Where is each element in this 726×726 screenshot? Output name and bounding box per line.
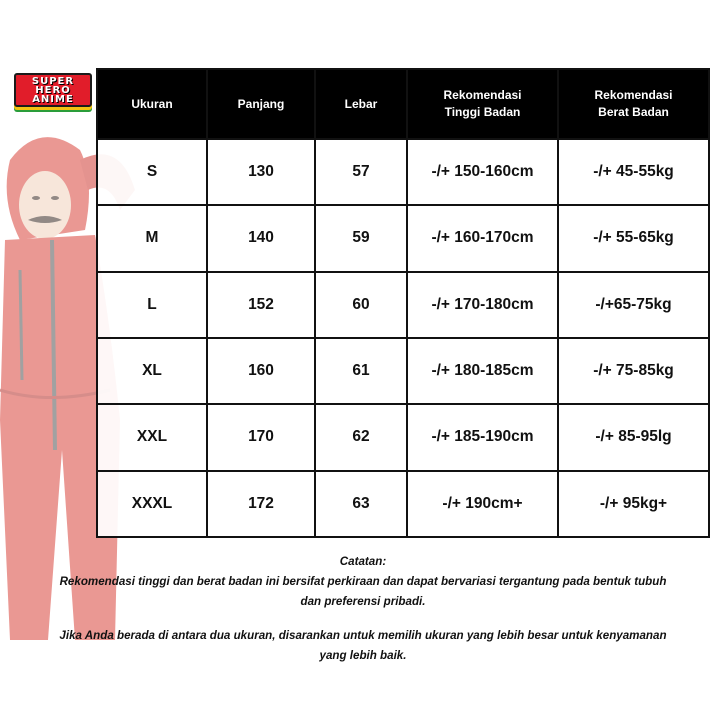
notes-title: Catatan: (339, 555, 387, 568)
cell-length: 172 (207, 471, 315, 537)
cell-width: 60 (315, 272, 407, 338)
cell-length: 160 (207, 338, 315, 404)
cell-weight: -/+ 75-85kg (558, 338, 709, 404)
table-row (97, 139, 709, 205)
logo-line-3: ANIME (32, 93, 74, 105)
table-row (97, 205, 709, 271)
cell-length: 152 (207, 272, 315, 338)
header-weight-recommendation (558, 69, 709, 139)
cell-height: -/+ 170-180cm (407, 272, 558, 338)
header-size: Ukuran (97, 69, 207, 139)
cell-length: 170 (207, 404, 315, 470)
table-row (97, 471, 709, 537)
header-height-recommendation (407, 69, 558, 139)
header-height-line-1: Rekomendasi (443, 88, 522, 102)
cell-height: -/+ 180-185cm (407, 338, 558, 404)
header-weight-line-1: Rekomendasi (594, 88, 673, 102)
cell-weight: -/+ 55-65kg (558, 205, 709, 271)
notes-line-2: dan preferensi pribadi. (300, 595, 426, 608)
cell-width: 62 (315, 404, 407, 470)
notes-line-3: Jika Anda berada di antara dua ukuran, disarankan untuk memilih ukuran yang lebih besar untuk kenyamanan (59, 629, 667, 642)
super-hero-anime-logo (14, 73, 92, 107)
cell-height: -/+ 160-170cm (407, 205, 558, 271)
size-chart-table (96, 68, 710, 538)
table-header-row (97, 69, 709, 139)
logo-line-1: SUPER (31, 75, 75, 87)
cell-weight: -/+ 45-55kg (558, 139, 709, 205)
cell-height: -/+ 150-160cm (407, 139, 558, 205)
cell-width: 61 (315, 338, 407, 404)
cell-width: 57 (315, 139, 407, 205)
table-row (97, 272, 709, 338)
cell-weight: -/+65-75kg (558, 272, 709, 338)
cell-height: -/+ 190cm+ (407, 471, 558, 537)
cell-height: -/+ 185-190cm (407, 404, 558, 470)
cell-length: 130 (207, 139, 315, 205)
cell-weight: -/+ 85-95lg (558, 404, 709, 470)
header-height-line-2: Tinggi Badan (444, 105, 521, 119)
cell-size: XXXL (97, 471, 207, 537)
cell-size: XL (97, 338, 207, 404)
table-row (97, 338, 709, 404)
header-weight-line-2: Berat Badan (598, 105, 669, 119)
notes-section (8, 552, 718, 666)
notes-line-4: yang lebih baik. (319, 649, 407, 662)
logo-line-2: HERO (35, 84, 71, 96)
table-row (97, 404, 709, 470)
cell-size: L (97, 272, 207, 338)
header-width: Lebar (315, 69, 407, 139)
cell-size: M (97, 205, 207, 271)
cell-width: 59 (315, 205, 407, 271)
header-length: Panjang (207, 69, 315, 139)
cell-length: 140 (207, 205, 315, 271)
cell-weight: -/+ 95kg+ (558, 471, 709, 537)
cell-size: XXL (97, 404, 207, 470)
notes-line-1: Rekomendasi tinggi dan berat badan ini bersifat perkiraan dan dapat bervariasi tergantung pada bentuk tubuh (59, 575, 667, 588)
cell-width: 63 (315, 471, 407, 537)
cell-size: S (97, 139, 207, 205)
